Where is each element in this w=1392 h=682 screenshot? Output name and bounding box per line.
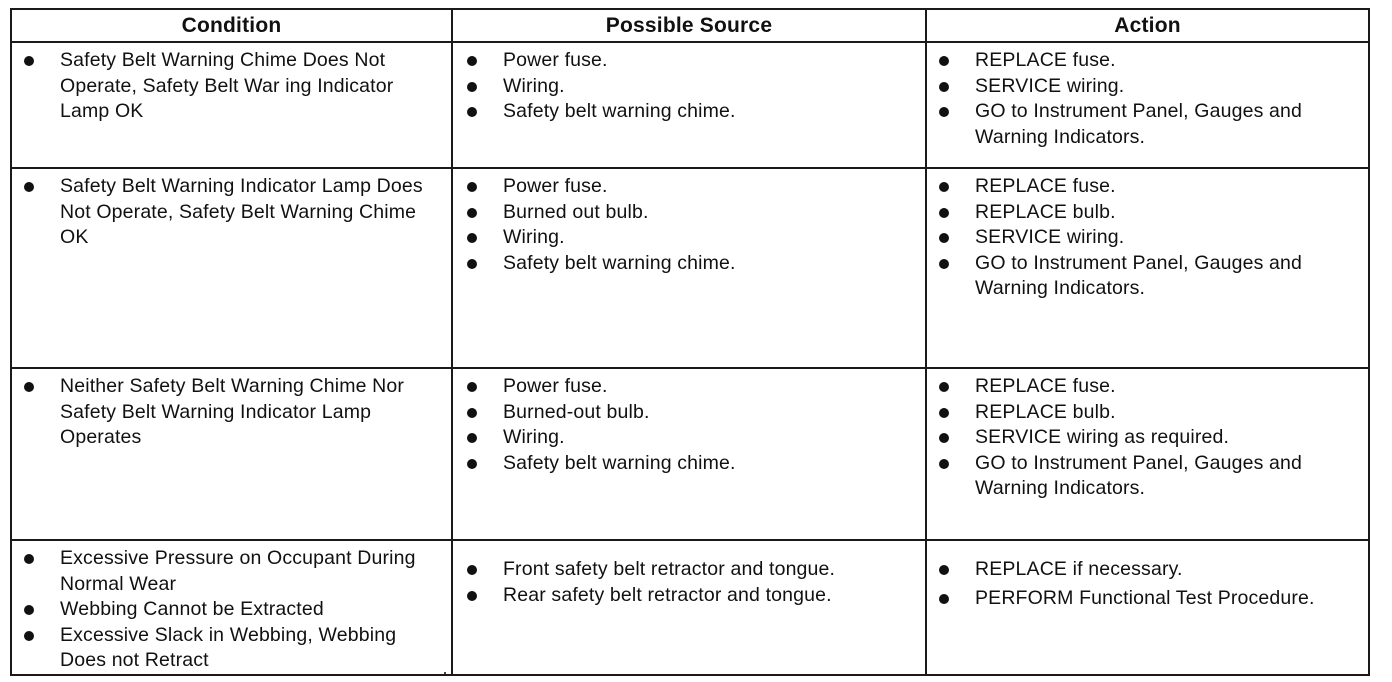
action-item-text: PERFORM Functional Test Procedure. [975, 586, 1315, 609]
source-item-text: Burned out bulb. [503, 200, 649, 223]
source-list [453, 541, 925, 608]
source-item [503, 425, 915, 451]
action-item-text: SERVICE wiring as required. [975, 426, 1230, 448]
bullet-icon [24, 605, 34, 615]
bullet-icon [467, 565, 477, 575]
source-list [453, 369, 925, 476]
scan-speck [444, 672, 446, 674]
condition-item [60, 546, 441, 597]
bullet-icon [939, 459, 949, 469]
bullet-icon [939, 382, 949, 392]
bullet-icon [939, 565, 949, 575]
action-cell [926, 168, 1369, 368]
source-item [503, 74, 915, 100]
source-cell [452, 368, 926, 540]
table-row [11, 42, 1369, 168]
condition-item [60, 48, 441, 125]
condition-item-text: Safety Belt Warning Indicator Lamp Does Not Operate, Safety Belt Warning Chime OK [60, 175, 423, 248]
action-item [975, 74, 1358, 100]
source-item [503, 48, 915, 74]
source-item-text: Safety belt warning chime. [503, 451, 736, 474]
action-cell [926, 368, 1369, 540]
source-item-text: Safety belt warning chime. [503, 251, 736, 274]
bullet-icon [939, 208, 949, 218]
bullet-icon [467, 233, 477, 243]
source-item-text: Front safety belt retractor and tongue. [503, 558, 836, 580]
action-item-text: REPLACE fuse. [975, 375, 1116, 397]
condition-cell [11, 168, 452, 368]
source-item [503, 174, 915, 200]
bullet-icon [939, 56, 949, 66]
bullet-icon [467, 408, 477, 418]
action-item [975, 48, 1358, 74]
source-item-text: Power fuse. [503, 375, 608, 397]
header-action: Action [926, 9, 1369, 42]
table-row [11, 368, 1369, 540]
action-list [927, 169, 1368, 302]
source-item [503, 451, 915, 477]
condition-cell [11, 368, 452, 540]
action-item [975, 374, 1358, 400]
source-item [503, 374, 915, 400]
condition-list [12, 369, 451, 451]
action-item [975, 586, 1358, 612]
condition-item [60, 374, 441, 451]
source-item [503, 99, 915, 125]
bullet-icon [467, 208, 477, 218]
source-item-text: Rear safety belt retractor and tongue. [503, 583, 832, 606]
bullet-icon [939, 107, 949, 117]
bullet-icon [467, 459, 477, 469]
bullet-icon [467, 182, 477, 192]
condition-item-text: Webbing Cannot be Extracted [60, 598, 324, 620]
action-item-text: SERVICE wiring. [975, 74, 1125, 97]
source-item [503, 583, 915, 609]
header-condition: Condition [11, 9, 452, 42]
bullet-icon [939, 433, 949, 443]
condition-item-text: Excessive Pressure on Occupant During Normal Wear [60, 547, 416, 595]
source-item-text: Safety belt warning chime. [503, 100, 736, 122]
condition-list [12, 169, 451, 251]
action-item-text: SERVICE wiring. [975, 226, 1125, 248]
bullet-icon [467, 433, 477, 443]
condition-item-text: Safety Belt Warning Chime Does Not Operate, Safety Belt War ing Indicator Lamp OK [60, 49, 394, 122]
action-item-text: GO to Instrument Panel, Gauges and Warning Indicators. [975, 451, 1303, 499]
table-row [11, 540, 1369, 675]
condition-cell [11, 540, 452, 675]
source-item-text: Power fuse. [503, 175, 608, 197]
bullet-icon [939, 82, 949, 92]
source-item [503, 251, 915, 277]
action-item [975, 451, 1358, 502]
bullet-icon [467, 107, 477, 117]
bullet-icon [24, 182, 34, 192]
bullet-icon [939, 408, 949, 418]
source-cell [452, 168, 926, 368]
bullet-icon [467, 56, 477, 66]
action-list [927, 369, 1368, 502]
action-item [975, 557, 1358, 583]
action-item [975, 99, 1358, 150]
source-list [453, 43, 925, 125]
action-item-text: REPLACE bulb. [975, 400, 1116, 423]
bullet-icon [939, 259, 949, 269]
source-item [503, 225, 915, 251]
bullet-icon [939, 594, 949, 604]
source-item [503, 557, 915, 583]
action-item-text: GO to Instrument Panel, Gauges and Warning Indicators. [975, 251, 1303, 299]
bullet-icon [24, 631, 34, 641]
condition-list [12, 43, 451, 125]
source-item-text: Wiring. [503, 74, 565, 97]
bullet-icon [24, 554, 34, 564]
action-item-text: GO to Instrument Panel, Gauges and Warning Indicators. [975, 100, 1303, 148]
diagnosis-table [10, 8, 1370, 676]
action-list [927, 541, 1368, 611]
condition-item-text: Neither Safety Belt Warning Chime Nor Safety Belt Warning Indicator Lamp Operates [60, 375, 405, 448]
action-item [975, 251, 1358, 302]
source-item [503, 400, 915, 426]
source-item-text: Wiring. [503, 426, 565, 448]
source-item-text: Power fuse. [503, 49, 608, 71]
bullet-icon [467, 382, 477, 392]
condition-item [60, 623, 441, 674]
bullet-icon [939, 182, 949, 192]
header-row [11, 9, 1369, 42]
action-cell [926, 42, 1369, 168]
action-item [975, 400, 1358, 426]
action-list [927, 43, 1368, 150]
source-item-text: Burned-out bulb. [503, 400, 650, 423]
source-cell [452, 42, 926, 168]
bullet-icon [467, 82, 477, 92]
bullet-icon [939, 233, 949, 243]
action-item-text: REPLACE if necessary. [975, 558, 1183, 580]
source-list [453, 169, 925, 276]
condition-item [60, 174, 441, 251]
source-item-text: Wiring. [503, 226, 565, 248]
source-cell [452, 540, 926, 675]
action-item-text: REPLACE bulb. [975, 200, 1116, 223]
action-item [975, 200, 1358, 226]
action-item [975, 425, 1358, 451]
bullet-icon [24, 382, 34, 392]
action-cell [926, 540, 1369, 675]
condition-item [60, 597, 441, 623]
bullet-icon [467, 591, 477, 601]
action-item-text: REPLACE fuse. [975, 49, 1116, 71]
table-row [11, 168, 1369, 368]
condition-item-text: Excessive Slack in Webbing, Webbing Does not Retract [60, 623, 397, 671]
source-item [503, 200, 915, 226]
action-item-text: REPLACE fuse. [975, 175, 1116, 197]
bullet-icon [24, 56, 34, 66]
condition-list [12, 541, 451, 674]
header-possible-source: Possible Source [452, 9, 926, 42]
condition-cell [11, 42, 452, 168]
action-item [975, 174, 1358, 200]
action-item [975, 225, 1358, 251]
bullet-icon [467, 259, 477, 269]
